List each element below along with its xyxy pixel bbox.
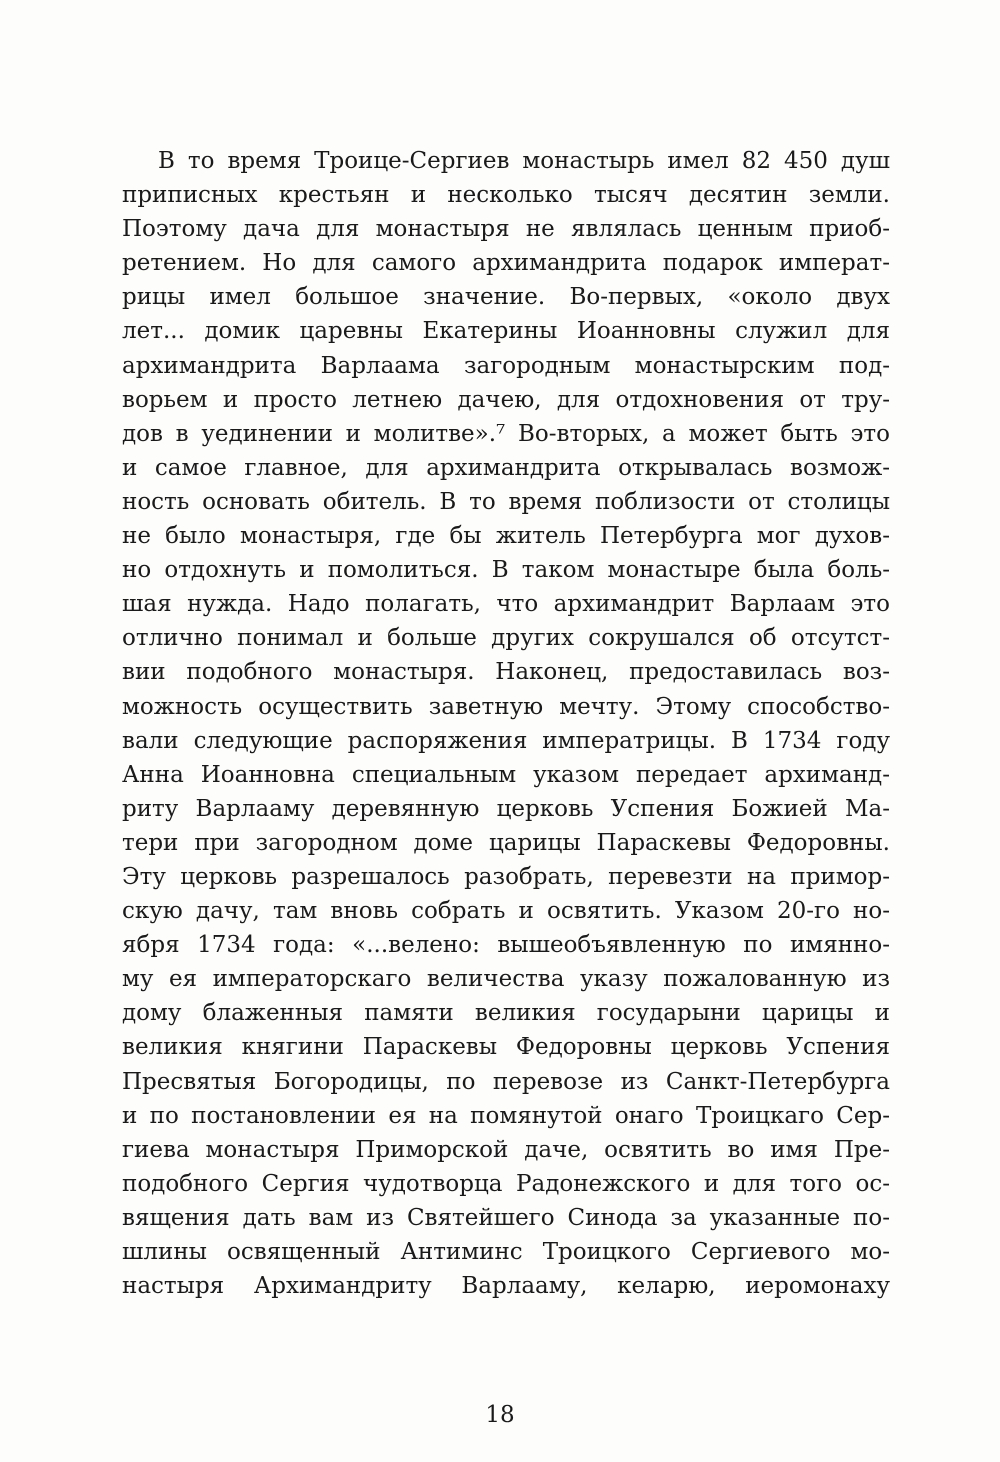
text-line: скую дачу, там вновь собрать и освятить. Указом 20-го но- (122, 898, 890, 925)
text-line: вали следующие распоряжения императрицы. В 1734 году (122, 727, 890, 754)
text-line: великия княгини Параскевы Федоровны церковь Успения (122, 1034, 890, 1061)
text-line: вии подобного монастыря. Наконец, предоставилась воз- (122, 659, 890, 686)
text-line: ворьем и просто летнею дачею, для отдохновения от тру- (122, 386, 890, 413)
text-line: рицы имел большое значение. Во-первых, «около двух (122, 284, 890, 311)
text-line: лет... домик царевны Екатерины Иоанновны служил для (122, 318, 890, 345)
text-line: приписных крестьян и несколько тысяч десятин земли. (122, 182, 890, 209)
text-line: и самое главное, для архимандрита открывалась возмож- (122, 454, 890, 481)
text-line: Пресвятыя Богородицы, по перевозе из Санкт-Петербурга (122, 1068, 890, 1095)
text-line: дов в уединении и молитве».⁷ Во-вторых, а может быть это (122, 420, 890, 447)
text-line: не было монастыря, где бы житель Петербурга мог духов- (122, 523, 890, 550)
text-line: отлично понимал и больше других сокрушался об отсутст- (122, 625, 890, 652)
text-line: подобного Сергия чудотворца Радонежского и для того ос- (122, 1170, 890, 1197)
text-line: гиева монастыря Приморской даче, освятить во имя Пре- (122, 1136, 890, 1163)
text-line: ретением. Но для самого архимандрита подарок императ- (122, 250, 890, 277)
text-line: Эту церковь разрешалось разобрать, перевезти на примор- (122, 863, 890, 890)
text-line: В то время Троице-Сергиев монастырь имел 82 450 душ (158, 148, 890, 174)
page-number: 18 (485, 1402, 515, 1428)
text-line: дому блаженныя памяти великия государыни царицы и (122, 1000, 890, 1027)
text-line: ября 1734 года: «...велено: вышеобъявленную по имянно- (122, 932, 890, 959)
text-line: ность основать обитель. В то время поблизости от столицы (122, 488, 890, 515)
text-line: тери при загородном доме царицы Параскевы Федоровны. (122, 829, 890, 856)
text-line: шлины освященный Антиминс Троицкого Сергиевого мо- (122, 1239, 890, 1265)
text-line: риту Варлааму деревянную церковь Успения Божией Ма- (122, 795, 890, 822)
text-line: му ея императорскаго величества указу пожалованную из (122, 966, 890, 993)
text-line: архимандрита Варлаама загородным монастырским под- (122, 352, 890, 379)
text-line: вящения дать вам из Святейшего Синода за указанные по- (122, 1204, 890, 1231)
text-line: можность осуществить заветную мечту. Этому способство- (122, 693, 890, 720)
text-line: Анна Иоанновна специальным указом передает архиманд- (122, 761, 890, 788)
text-line: шая нужда. Надо полагать, что архимандрит Варлаам это (122, 591, 890, 618)
body-text (122, 144, 890, 1303)
text-line: и по постановлении ея на помянутой онаго Троицкаго Сер- (122, 1102, 890, 1129)
text-line: Поэтому дача для монастыря не являлась ценным приоб- (122, 216, 890, 243)
text-line: но отдохнуть и помолиться. В таком монастыре была боль- (122, 557, 890, 584)
text-line: настыря Архимандриту Варлааму, келарю, иеромонаху (122, 1273, 890, 1300)
